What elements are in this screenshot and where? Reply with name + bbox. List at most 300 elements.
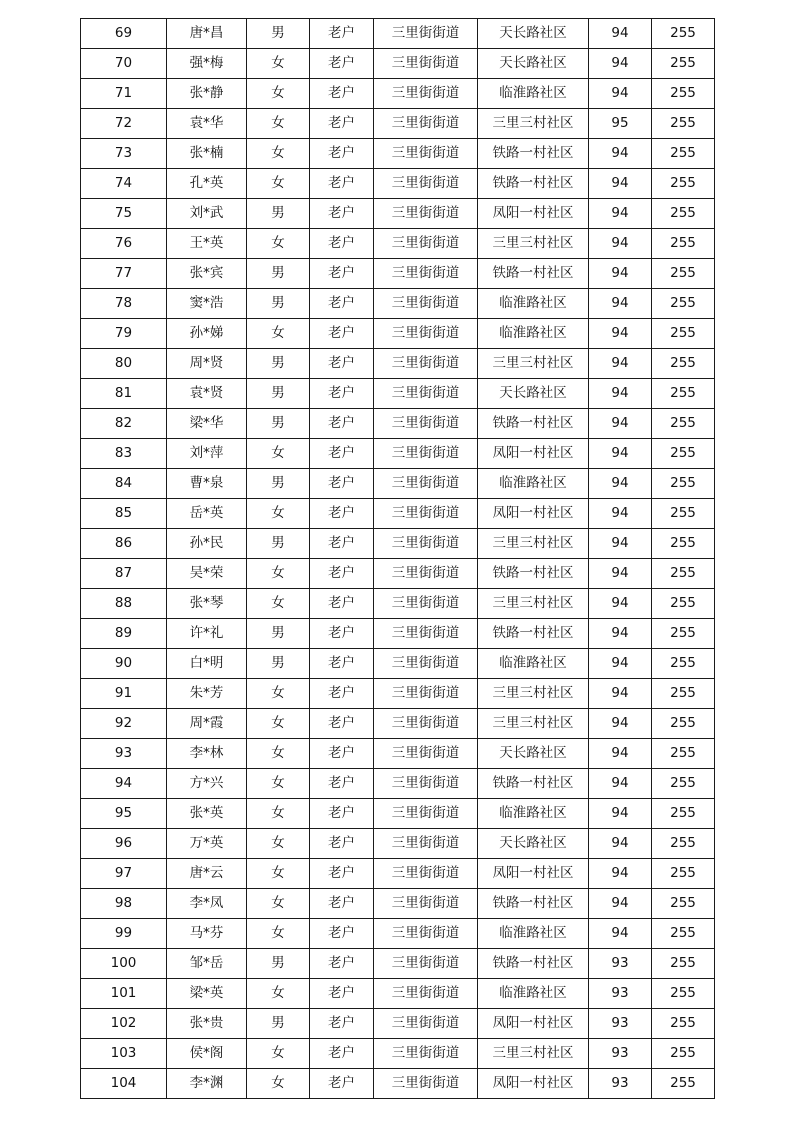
household-type-cell: 老户 <box>310 769 374 799</box>
gender-cell: 男 <box>247 1009 310 1039</box>
age-cell: 94 <box>589 409 652 439</box>
table-row <box>81 1069 715 1099</box>
gender-cell: 男 <box>247 379 310 409</box>
street-office-cell: 三里街街道 <box>374 619 478 649</box>
household-type-cell: 老户 <box>310 49 374 79</box>
household-type-cell: 老户 <box>310 289 374 319</box>
age-cell: 94 <box>589 379 652 409</box>
table-row <box>81 619 715 649</box>
amount-cell: 255 <box>652 409 715 439</box>
gender-cell: 女 <box>247 439 310 469</box>
table-row <box>81 289 715 319</box>
household-type-cell: 老户 <box>310 559 374 589</box>
household-type-cell: 老户 <box>310 469 374 499</box>
amount-cell: 255 <box>652 949 715 979</box>
amount-cell: 255 <box>652 499 715 529</box>
person-name-cell: 白*明 <box>167 649 247 679</box>
street-office-cell: 三里街街道 <box>374 1069 478 1099</box>
street-office-cell: 三里街街道 <box>374 919 478 949</box>
person-name-cell: 万*英 <box>167 829 247 859</box>
street-office-cell: 三里街街道 <box>374 559 478 589</box>
table-row <box>81 409 715 439</box>
street-office-cell: 三里街街道 <box>374 709 478 739</box>
household-type-cell: 老户 <box>310 409 374 439</box>
amount-cell: 255 <box>652 559 715 589</box>
age-cell: 93 <box>589 979 652 1009</box>
table-row <box>81 919 715 949</box>
age-cell: 94 <box>589 469 652 499</box>
table-row <box>81 79 715 109</box>
household-type-cell: 老户 <box>310 829 374 859</box>
street-office-cell: 三里街街道 <box>374 859 478 889</box>
gender-cell: 男 <box>247 409 310 439</box>
row-number-cell: 96 <box>81 829 167 859</box>
street-office-cell: 三里街街道 <box>374 979 478 1009</box>
gender-cell: 女 <box>247 859 310 889</box>
household-type-cell: 老户 <box>310 229 374 259</box>
table-row <box>81 379 715 409</box>
community-cell: 铁路一村社区 <box>478 559 589 589</box>
street-office-cell: 三里街街道 <box>374 679 478 709</box>
street-office-cell: 三里街街道 <box>374 949 478 979</box>
table-row <box>81 799 715 829</box>
household-type-cell: 老户 <box>310 589 374 619</box>
age-cell: 94 <box>589 829 652 859</box>
amount-cell: 255 <box>652 1009 715 1039</box>
person-name-cell: 张*静 <box>167 79 247 109</box>
gender-cell: 女 <box>247 499 310 529</box>
gender-cell: 男 <box>247 649 310 679</box>
gender-cell: 女 <box>247 709 310 739</box>
gender-cell: 男 <box>247 469 310 499</box>
row-number-cell: 98 <box>81 889 167 919</box>
age-cell: 94 <box>589 259 652 289</box>
amount-cell: 255 <box>652 799 715 829</box>
age-cell: 94 <box>589 889 652 919</box>
amount-cell: 255 <box>652 679 715 709</box>
row-number-cell: 97 <box>81 859 167 889</box>
street-office-cell: 三里街街道 <box>374 829 478 859</box>
household-type-cell: 老户 <box>310 709 374 739</box>
gender-cell: 女 <box>247 679 310 709</box>
person-name-cell: 邹*岳 <box>167 949 247 979</box>
row-number-cell: 104 <box>81 1069 167 1099</box>
street-office-cell: 三里街街道 <box>374 49 478 79</box>
gender-cell: 男 <box>247 619 310 649</box>
table-row <box>81 859 715 889</box>
community-cell: 三里三村社区 <box>478 349 589 379</box>
table-row <box>81 349 715 379</box>
household-type-cell: 老户 <box>310 499 374 529</box>
household-type-cell: 老户 <box>310 1069 374 1099</box>
street-office-cell: 三里街街道 <box>374 109 478 139</box>
street-office-cell: 三里街街道 <box>374 199 478 229</box>
gender-cell: 女 <box>247 769 310 799</box>
community-cell: 临淮路社区 <box>478 799 589 829</box>
table-row <box>81 139 715 169</box>
community-cell: 临淮路社区 <box>478 979 589 1009</box>
amount-cell: 255 <box>652 1069 715 1099</box>
table-row <box>81 829 715 859</box>
amount-cell: 255 <box>652 199 715 229</box>
row-number-cell: 91 <box>81 679 167 709</box>
amount-cell: 255 <box>652 19 715 49</box>
table-row <box>81 1039 715 1069</box>
table-row <box>81 469 715 499</box>
street-office-cell: 三里街街道 <box>374 409 478 439</box>
gender-cell: 女 <box>247 799 310 829</box>
amount-cell: 255 <box>652 139 715 169</box>
table-row <box>81 679 715 709</box>
age-cell: 94 <box>589 349 652 379</box>
age-cell: 94 <box>589 139 652 169</box>
table-row <box>81 709 715 739</box>
table-row <box>81 259 715 289</box>
gender-cell: 男 <box>247 259 310 289</box>
age-cell: 93 <box>589 949 652 979</box>
row-number-cell: 70 <box>81 49 167 79</box>
street-office-cell: 三里街街道 <box>374 229 478 259</box>
table-row <box>81 109 715 139</box>
amount-cell: 255 <box>652 1039 715 1069</box>
street-office-cell: 三里街街道 <box>374 19 478 49</box>
amount-cell: 255 <box>652 439 715 469</box>
row-number-cell: 103 <box>81 1039 167 1069</box>
community-cell: 临淮路社区 <box>478 649 589 679</box>
street-office-cell: 三里街街道 <box>374 589 478 619</box>
household-type-cell: 老户 <box>310 1039 374 1069</box>
community-cell: 铁路一村社区 <box>478 409 589 439</box>
gender-cell: 女 <box>247 49 310 79</box>
street-office-cell: 三里街街道 <box>374 379 478 409</box>
street-office-cell: 三里街街道 <box>374 889 478 919</box>
household-type-cell: 老户 <box>310 529 374 559</box>
age-cell: 94 <box>589 799 652 829</box>
household-type-cell: 老户 <box>310 949 374 979</box>
gender-cell: 女 <box>247 229 310 259</box>
row-number-cell: 86 <box>81 529 167 559</box>
person-name-cell: 唐*云 <box>167 859 247 889</box>
age-cell: 94 <box>589 739 652 769</box>
gender-cell: 男 <box>247 19 310 49</box>
person-name-cell: 李*林 <box>167 739 247 769</box>
amount-cell: 255 <box>652 919 715 949</box>
row-number-cell: 94 <box>81 769 167 799</box>
community-cell: 天长路社区 <box>478 19 589 49</box>
household-type-cell: 老户 <box>310 169 374 199</box>
row-number-cell: 92 <box>81 709 167 739</box>
street-office-cell: 三里街街道 <box>374 319 478 349</box>
age-cell: 94 <box>589 679 652 709</box>
community-cell: 凤阳一村社区 <box>478 859 589 889</box>
age-cell: 94 <box>589 529 652 559</box>
street-office-cell: 三里街街道 <box>374 499 478 529</box>
community-cell: 天长路社区 <box>478 829 589 859</box>
gender-cell: 女 <box>247 1069 310 1099</box>
person-name-cell: 李*渊 <box>167 1069 247 1099</box>
amount-cell: 255 <box>652 769 715 799</box>
person-name-cell: 梁*华 <box>167 409 247 439</box>
household-type-cell: 老户 <box>310 619 374 649</box>
household-type-cell: 老户 <box>310 199 374 229</box>
street-office-cell: 三里街街道 <box>374 169 478 199</box>
age-cell: 94 <box>589 619 652 649</box>
community-cell: 三里三村社区 <box>478 229 589 259</box>
person-name-cell: 张*琴 <box>167 589 247 619</box>
row-number-cell: 81 <box>81 379 167 409</box>
amount-cell: 255 <box>652 319 715 349</box>
community-cell: 三里三村社区 <box>478 679 589 709</box>
street-office-cell: 三里街街道 <box>374 139 478 169</box>
amount-cell: 255 <box>652 739 715 769</box>
household-type-cell: 老户 <box>310 439 374 469</box>
household-type-cell: 老户 <box>310 109 374 139</box>
amount-cell: 255 <box>652 379 715 409</box>
row-number-cell: 72 <box>81 109 167 139</box>
household-type-cell: 老户 <box>310 649 374 679</box>
table-row <box>81 229 715 259</box>
row-number-cell: 83 <box>81 439 167 469</box>
community-cell: 凤阳一村社区 <box>478 439 589 469</box>
community-cell: 铁路一村社区 <box>478 259 589 289</box>
age-cell: 94 <box>589 919 652 949</box>
gender-cell: 女 <box>247 319 310 349</box>
person-name-cell: 张*宾 <box>167 259 247 289</box>
age-cell: 93 <box>589 1039 652 1069</box>
person-name-cell: 孙*娣 <box>167 319 247 349</box>
amount-cell: 255 <box>652 349 715 379</box>
household-type-cell: 老户 <box>310 349 374 379</box>
age-cell: 94 <box>589 79 652 109</box>
community-cell: 天长路社区 <box>478 49 589 79</box>
amount-cell: 255 <box>652 259 715 289</box>
community-cell: 铁路一村社区 <box>478 889 589 919</box>
household-type-cell: 老户 <box>310 19 374 49</box>
row-number-cell: 93 <box>81 739 167 769</box>
person-name-cell: 孔*英 <box>167 169 247 199</box>
person-name-cell: 李*凤 <box>167 889 247 919</box>
age-cell: 94 <box>589 769 652 799</box>
household-type-cell: 老户 <box>310 79 374 109</box>
amount-cell: 255 <box>652 709 715 739</box>
gender-cell: 男 <box>247 199 310 229</box>
amount-cell: 255 <box>652 619 715 649</box>
household-type-cell: 老户 <box>310 979 374 1009</box>
street-office-cell: 三里街街道 <box>374 769 478 799</box>
gender-cell: 女 <box>247 589 310 619</box>
row-number-cell: 87 <box>81 559 167 589</box>
household-type-cell: 老户 <box>310 1009 374 1039</box>
amount-cell: 255 <box>652 979 715 1009</box>
table-row <box>81 169 715 199</box>
amount-cell: 255 <box>652 289 715 319</box>
row-number-cell: 102 <box>81 1009 167 1039</box>
amount-cell: 255 <box>652 859 715 889</box>
age-cell: 94 <box>589 199 652 229</box>
amount-cell: 255 <box>652 589 715 619</box>
table-row <box>81 529 715 559</box>
roster-table-body <box>81 19 715 1099</box>
age-cell: 94 <box>589 169 652 199</box>
community-cell: 临淮路社区 <box>478 919 589 949</box>
person-name-cell: 朱*芳 <box>167 679 247 709</box>
community-cell: 三里三村社区 <box>478 589 589 619</box>
table-row <box>81 889 715 919</box>
household-type-cell: 老户 <box>310 679 374 709</box>
household-type-cell: 老户 <box>310 259 374 289</box>
amount-cell: 255 <box>652 169 715 199</box>
table-row <box>81 559 715 589</box>
person-name-cell: 张*英 <box>167 799 247 829</box>
amount-cell: 255 <box>652 649 715 679</box>
gender-cell: 女 <box>247 169 310 199</box>
household-type-cell: 老户 <box>310 859 374 889</box>
age-cell: 93 <box>589 1009 652 1039</box>
street-office-cell: 三里街街道 <box>374 1039 478 1069</box>
age-cell: 94 <box>589 589 652 619</box>
table-row <box>81 769 715 799</box>
community-cell: 铁路一村社区 <box>478 169 589 199</box>
amount-cell: 255 <box>652 49 715 79</box>
row-number-cell: 74 <box>81 169 167 199</box>
age-cell: 94 <box>589 559 652 589</box>
row-number-cell: 76 <box>81 229 167 259</box>
community-cell: 天长路社区 <box>478 739 589 769</box>
street-office-cell: 三里街街道 <box>374 349 478 379</box>
row-number-cell: 99 <box>81 919 167 949</box>
roster-table <box>80 18 715 1099</box>
gender-cell: 女 <box>247 889 310 919</box>
street-office-cell: 三里街街道 <box>374 739 478 769</box>
table-row <box>81 439 715 469</box>
table-row <box>81 1009 715 1039</box>
household-type-cell: 老户 <box>310 799 374 829</box>
row-number-cell: 71 <box>81 79 167 109</box>
gender-cell: 女 <box>247 919 310 949</box>
gender-cell: 女 <box>247 559 310 589</box>
person-name-cell: 袁*华 <box>167 109 247 139</box>
table-row <box>81 49 715 79</box>
row-number-cell: 84 <box>81 469 167 499</box>
age-cell: 94 <box>589 229 652 259</box>
amount-cell: 255 <box>652 469 715 499</box>
community-cell: 凤阳一村社区 <box>478 199 589 229</box>
community-cell: 临淮路社区 <box>478 469 589 499</box>
street-office-cell: 三里街街道 <box>374 439 478 469</box>
row-number-cell: 100 <box>81 949 167 979</box>
age-cell: 94 <box>589 709 652 739</box>
community-cell: 三里三村社区 <box>478 1039 589 1069</box>
person-name-cell: 强*梅 <box>167 49 247 79</box>
gender-cell: 女 <box>247 79 310 109</box>
person-name-cell: 唐*昌 <box>167 19 247 49</box>
household-type-cell: 老户 <box>310 889 374 919</box>
community-cell: 临淮路社区 <box>478 79 589 109</box>
person-name-cell: 方*兴 <box>167 769 247 799</box>
household-type-cell: 老户 <box>310 739 374 769</box>
table-row <box>81 319 715 349</box>
street-office-cell: 三里街街道 <box>374 469 478 499</box>
gender-cell: 女 <box>247 979 310 1009</box>
person-name-cell: 刘*萍 <box>167 439 247 469</box>
community-cell: 临淮路社区 <box>478 289 589 319</box>
amount-cell: 255 <box>652 79 715 109</box>
age-cell: 93 <box>589 1069 652 1099</box>
person-name-cell: 王*英 <box>167 229 247 259</box>
amount-cell: 255 <box>652 109 715 139</box>
row-number-cell: 79 <box>81 319 167 349</box>
gender-cell: 男 <box>247 529 310 559</box>
gender-cell: 男 <box>247 289 310 319</box>
person-name-cell: 袁*贤 <box>167 379 247 409</box>
community-cell: 天长路社区 <box>478 379 589 409</box>
gender-cell: 女 <box>247 829 310 859</box>
street-office-cell: 三里街街道 <box>374 529 478 559</box>
row-number-cell: 82 <box>81 409 167 439</box>
row-number-cell: 78 <box>81 289 167 319</box>
age-cell: 94 <box>589 289 652 319</box>
person-name-cell: 窦*浩 <box>167 289 247 319</box>
person-name-cell: 周*贤 <box>167 349 247 379</box>
row-number-cell: 89 <box>81 619 167 649</box>
community-cell: 铁路一村社区 <box>478 619 589 649</box>
gender-cell: 男 <box>247 349 310 379</box>
community-cell: 三里三村社区 <box>478 709 589 739</box>
row-number-cell: 77 <box>81 259 167 289</box>
age-cell: 94 <box>589 49 652 79</box>
person-name-cell: 许*礼 <box>167 619 247 649</box>
community-cell: 铁路一村社区 <box>478 949 589 979</box>
community-cell: 临淮路社区 <box>478 319 589 349</box>
row-number-cell: 88 <box>81 589 167 619</box>
person-name-cell: 梁*英 <box>167 979 247 1009</box>
person-name-cell: 刘*武 <box>167 199 247 229</box>
street-office-cell: 三里街街道 <box>374 289 478 319</box>
person-name-cell: 张*楠 <box>167 139 247 169</box>
table-row <box>81 739 715 769</box>
age-cell: 94 <box>589 439 652 469</box>
street-office-cell: 三里街街道 <box>374 1009 478 1039</box>
person-name-cell: 孙*民 <box>167 529 247 559</box>
table-row <box>81 649 715 679</box>
household-type-cell: 老户 <box>310 319 374 349</box>
row-number-cell: 80 <box>81 349 167 379</box>
age-cell: 94 <box>589 649 652 679</box>
table-row <box>81 979 715 1009</box>
row-number-cell: 90 <box>81 649 167 679</box>
community-cell: 凤阳一村社区 <box>478 1069 589 1099</box>
person-name-cell: 周*霞 <box>167 709 247 739</box>
amount-cell: 255 <box>652 529 715 559</box>
table-row <box>81 499 715 529</box>
amount-cell: 255 <box>652 829 715 859</box>
table-row <box>81 949 715 979</box>
community-cell: 三里三村社区 <box>478 529 589 559</box>
person-name-cell: 吴*荣 <box>167 559 247 589</box>
person-name-cell: 张*贵 <box>167 1009 247 1039</box>
gender-cell: 男 <box>247 949 310 979</box>
age-cell: 94 <box>589 19 652 49</box>
household-type-cell: 老户 <box>310 379 374 409</box>
age-cell: 95 <box>589 109 652 139</box>
household-type-cell: 老户 <box>310 919 374 949</box>
row-number-cell: 101 <box>81 979 167 1009</box>
table-row <box>81 199 715 229</box>
age-cell: 94 <box>589 319 652 349</box>
row-number-cell: 75 <box>81 199 167 229</box>
row-number-cell: 69 <box>81 19 167 49</box>
community-cell: 铁路一村社区 <box>478 769 589 799</box>
